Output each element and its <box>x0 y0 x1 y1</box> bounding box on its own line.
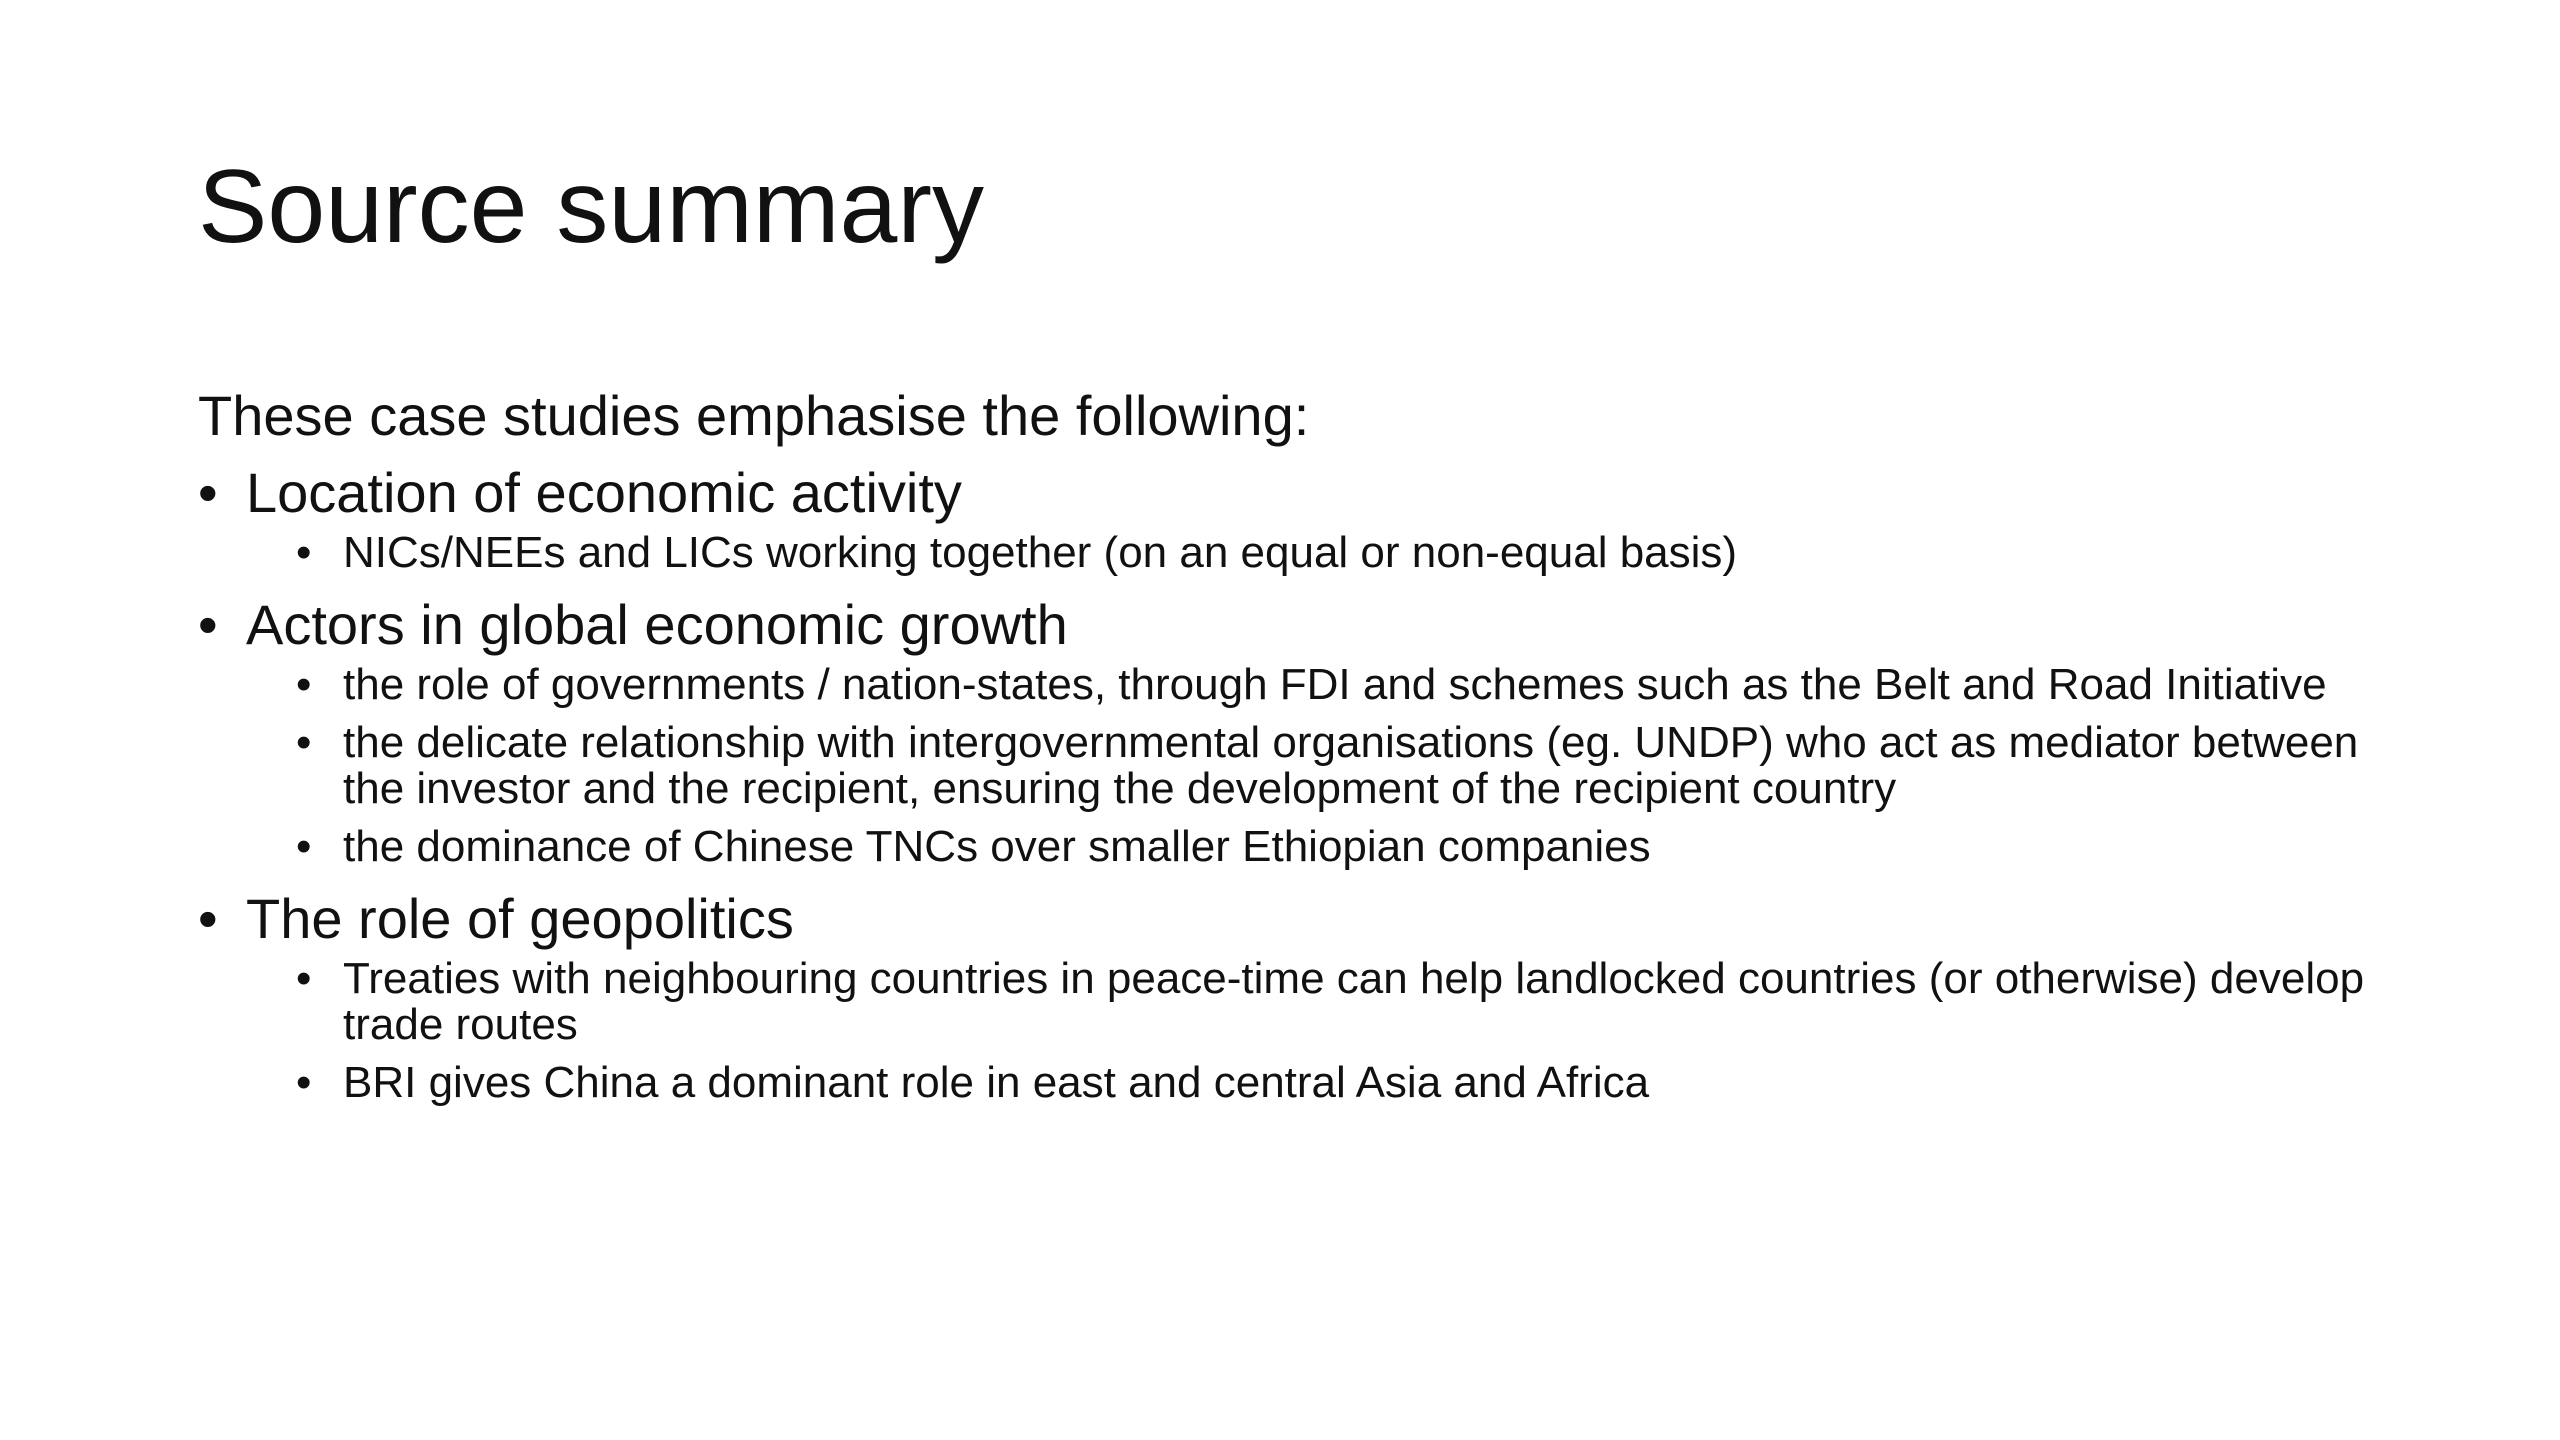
list-item-text: the delicate relationship with intergovernmental organisations (eg. UNDP) who act as mediator between the investor and the recipient, ensuring the development of the recipient country <box>343 718 2359 813</box>
bullet-icon: • <box>198 461 218 524</box>
section-items <box>198 956 2398 1106</box>
list-item-text: the role of governments / nation-states, through FDI and schemes such as the Belt and Road Initiative <box>343 660 2327 709</box>
intro-text: These case studies emphasise the following: <box>198 384 1310 447</box>
list-item <box>198 662 2398 708</box>
bullet-icon: • <box>296 718 312 767</box>
slide-body <box>198 382 2398 1122</box>
bullet-icon: • <box>198 593 218 656</box>
section-heading <box>198 886 2398 952</box>
section-heading-text: The role of geopolitics <box>246 887 794 950</box>
bullet-icon: • <box>296 954 312 1003</box>
list-item-text: NICs/NEEs and LICs working together (on an equal or non-equal basis) <box>343 528 1738 577</box>
slide-title: Source summary <box>198 149 984 265</box>
section-items <box>198 662 2398 870</box>
bullet-icon: • <box>296 822 312 871</box>
list-item-text: the dominance of Chinese TNCs over smaller Ethiopian companies <box>343 822 1651 871</box>
list-item-text: Treaties with neighbouring countries in peace-time can help landlocked countries (or otherwise) develop trade routes <box>343 954 2365 1049</box>
section-heading-text: Actors in global economic growth <box>246 593 1068 656</box>
list-item <box>198 530 2398 576</box>
section-items <box>198 530 2398 576</box>
list-item <box>198 1060 2398 1106</box>
bullet-icon: • <box>296 1058 312 1107</box>
list-item-text: BRI gives China a dominant role in east and central Asia and Africa <box>343 1058 1650 1107</box>
list-item <box>198 956 2398 1048</box>
bullet-icon: • <box>198 887 218 950</box>
section-heading <box>198 460 2398 526</box>
bullet-icon: • <box>296 528 312 577</box>
bullet-icon: • <box>296 660 312 709</box>
section-heading <box>198 592 2398 658</box>
list-item <box>198 824 2398 870</box>
list-item <box>198 720 2398 812</box>
section-heading-text: Location of economic activity <box>246 461 962 524</box>
